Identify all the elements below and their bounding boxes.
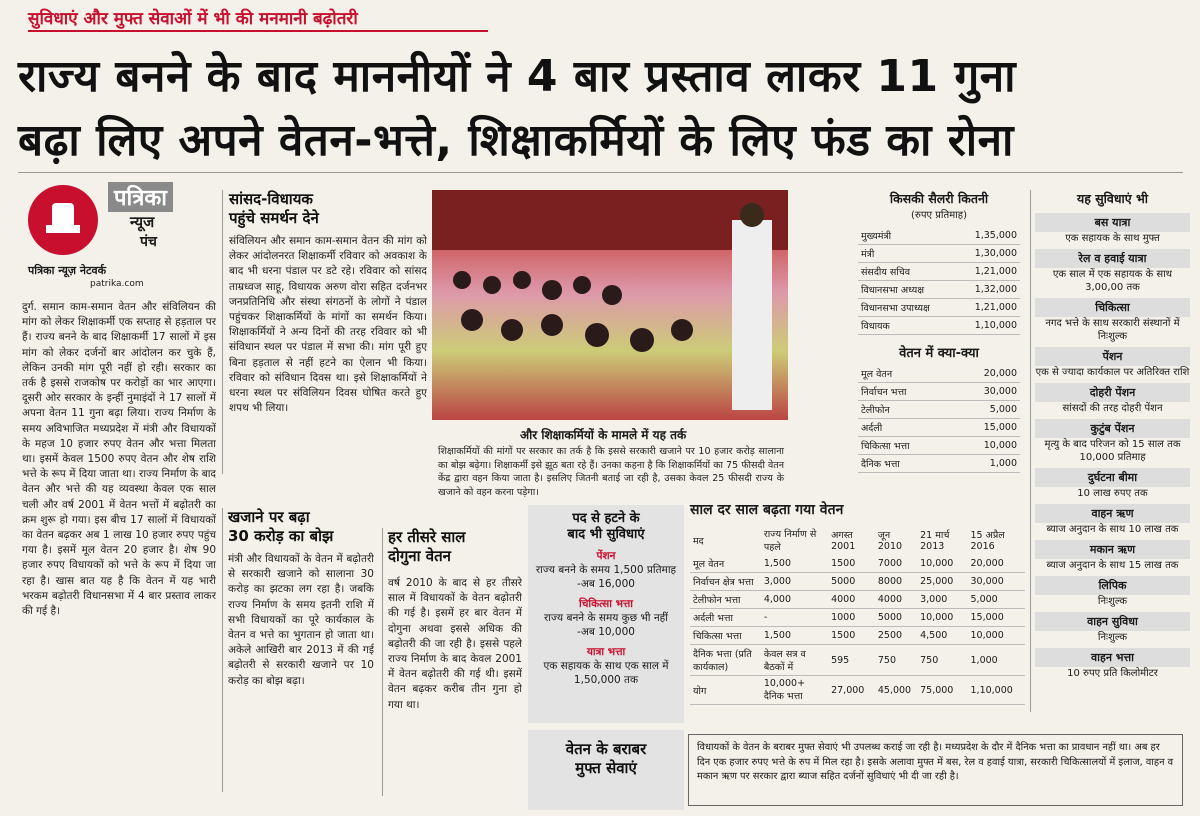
salary-block	[858, 190, 1020, 473]
free-title2: मुफ्त सेवाएं	[575, 759, 637, 777]
table-header	[690, 525, 1025, 555]
headline-line2: बढ़ा लिए अपने वेतन-भत्ते, शिक्षाकर्मियों के लिए फंड का रोना	[18, 115, 1014, 166]
table-cell: 27,000	[828, 676, 875, 705]
facility-title: वाहन सुविधा	[1035, 612, 1190, 631]
logo-tag2: पंच	[140, 234, 157, 250]
table-row	[858, 263, 1020, 281]
table-cell: 1,21,000	[956, 299, 1020, 317]
logo-tag1: न्यूज	[130, 213, 155, 231]
table-cell: 1,10,000	[968, 676, 1026, 705]
table-row	[858, 437, 1020, 455]
facility-title: चिकित्सा	[1035, 298, 1190, 317]
breakup-table	[858, 365, 1020, 473]
table-cell: 5000	[828, 573, 875, 591]
table-cell: मूल वेतन	[690, 555, 761, 573]
table-cell: 595	[828, 645, 875, 676]
table-row	[858, 365, 1020, 383]
after-item-detail: राज्य बनने के समय 1,500 प्रतिमाह -अब 16,000	[535, 564, 677, 590]
facility-detail: एक साल में एक सहायक के साथ 3,00,00 तक	[1052, 269, 1173, 293]
table-cell: 4,000	[761, 591, 828, 609]
yearly-block	[690, 500, 1025, 705]
table-cell: अर्दली	[858, 419, 952, 437]
table-cell: 5,000	[952, 401, 1020, 419]
treasury-block	[222, 508, 374, 792]
table-cell: केवल सत्र व बैठकों में	[761, 645, 828, 676]
crowd-image	[432, 190, 788, 420]
table-cell: विधानसभा उपाध्यक्ष	[858, 299, 956, 317]
table-cell: 25,000	[917, 573, 967, 591]
after-office-block	[528, 505, 684, 723]
table-row	[690, 676, 1025, 705]
table-cell: 75,000	[917, 676, 967, 705]
protest-photo	[432, 190, 788, 420]
facilities-title: यह सुविधाएं भी	[1076, 191, 1149, 206]
table-row	[858, 245, 1020, 263]
logo-name: पत्रिका	[108, 182, 173, 212]
table-cell: 1,35,000	[956, 227, 1020, 245]
table-cell: 1500	[828, 555, 875, 573]
facility-title: कुटुंब पेंशन	[1035, 419, 1190, 438]
table-cell: 5000	[875, 609, 917, 627]
table-row	[858, 401, 1020, 419]
table-cell: विधानसभा अध्यक्ष	[858, 281, 956, 299]
table-row	[858, 383, 1020, 401]
table-cell: निर्वाचन भत्ता	[858, 383, 952, 401]
table-cell: निर्वाचन क्षेत्र भत्ता	[690, 573, 761, 591]
patrika-logo	[28, 185, 98, 255]
header-divider	[18, 172, 1183, 173]
table-cell: 8000	[875, 573, 917, 591]
facility-title: वाहन ऋण	[1035, 504, 1190, 523]
table-row	[858, 281, 1020, 299]
table-cell: टेलीफोन	[858, 401, 952, 419]
table-cell: 15,000	[968, 609, 1026, 627]
table-cell: 10,000	[917, 555, 967, 573]
after-item-title: चिकित्सा भत्ता	[578, 598, 633, 610]
table-cell: 1500	[828, 627, 875, 645]
facility-detail: एक सहायक के साथ मुफ्त	[1065, 233, 1160, 244]
table-cell: 5,000	[968, 591, 1026, 609]
table-cell: 20,000	[968, 555, 1026, 573]
fist-icon	[28, 185, 98, 255]
main-story: दुर्ग. समान काम-समान वेतन और संविलियन की मांग को लेकर शिक्षाकर्मी एक सप्ताह से हड़ताल पर हैं। राज्य बनने के बाद शिक्षाकर्मी 17 सालों में इस मांग को लेकर दर्जनों बार आंदोलन कर चुके हैं, लेकिन उनकी मांग पूरी नहीं हो रही। सरकार का तर्क है इससे राजकोष पर करोड़ों का भार आएगा। दूसरी ओर सरकार के इन्हीं नुमाइंदों ने 17 सालों में अपना वेतन 11 गुना बढ़ा लिया। राज्य निर्माण के समय अविभाजित मध्यप्रदेश में मंत्री और विधायकों के महज 10 हजार रुपए वेतन और भत्ता मिलता था। इसमें केवल 1500 रुपए वेतन और शेष राशि भत्ते के रूप में दिया जाता था। राज्य निर्माण के बाद वेतन और भत्ते की यह व्यवस्था केवल एक साल चली और वर्ष 2001 में वेतन भत्तों में बढ़ोतरी का क्रम शुरू हो गया। इस बीच 17 सालों में विधायकों का वेतन बढ़कर अब 1 लाख 10 हजार रुपए पहुंच गया है। इसमें मूल वेतन 20 हजार है। शेष 90 हजार रुपए विधायकों को भत्ते के रूप में दिया जा रहा है। खास बात यह है कि वेतन में यह भारी भरकम बढ़ोतरी विधानसभा में 4 बार प्रस्ताव लाकर की गई है।	[22, 301, 216, 618]
table-cell: 1,500	[761, 555, 828, 573]
photo-caption: और शिक्षाकर्मियों के मामले में यह तर्क	[520, 428, 687, 442]
facilities-block	[1030, 190, 1190, 712]
salary-title: किसकी सैलरी कितनी	[889, 191, 989, 206]
table-cell: 1,10,000	[956, 317, 1020, 335]
argument-text: शिक्षाकर्मियों की मांगों पर सरकार का तर्क है कि इससे सरकारी खजाने पर 10 हजार करोड़ सालाना का बोझ बढ़ेगा। शिक्षाकर्मी इसे झूठ बता रहे हैं। उनका कहना है कि शिक्षाकर्मियों का 75 फीसदी वेतन केंद्र द्वारा वहन किया जाता है। इसलिए जितनी बताई जा रही है, उसका केवल 25 फीसदी राज्य के खजाने को वहन करना पड़ेगा।	[438, 446, 784, 498]
table-cell: 20,000	[952, 365, 1020, 383]
table-cell: दैनिक भत्ता (प्रति कार्यकाल)	[690, 645, 761, 676]
facility-detail: मृत्यु के बाद परिजन को 15 साल तक 10,000 प्रतिमाह	[1044, 439, 1181, 463]
table-cell: 1,000	[968, 645, 1026, 676]
mp-support-block	[222, 190, 427, 474]
table-header-cell: अगस्त 2001	[831, 530, 856, 552]
table-row	[690, 627, 1025, 645]
table-cell: 3,000	[917, 591, 967, 609]
kicker-underline	[28, 30, 488, 32]
treasury-title1: खजाने पर बढ़ा	[228, 508, 310, 526]
table-cell: 1000	[828, 609, 875, 627]
facility-detail: ब्याज अनुदान के साथ 15 लाख तक	[1046, 560, 1179, 571]
facility-detail: एक से ज्यादा कार्यकाल पर अतिरिक्त राशि	[1035, 367, 1190, 378]
table-row	[858, 227, 1020, 245]
table-cell: मुख्यमंत्री	[858, 227, 956, 245]
table-header-cell: राज्य निर्माण से पहले	[763, 529, 817, 553]
table-row	[858, 299, 1020, 317]
mp-title1: सांसद-विधायक	[229, 190, 313, 208]
table-cell: योग	[690, 676, 761, 705]
facility-detail: ब्याज अनुदान के साथ 10 लाख तक	[1046, 524, 1179, 535]
table-cell: 2500	[875, 627, 917, 645]
table-cell: 45,000	[875, 676, 917, 705]
table-cell: 1,000	[952, 455, 1020, 473]
table-row	[858, 317, 1020, 335]
table-cell: 10,000	[917, 609, 967, 627]
table-cell: 750	[917, 645, 967, 676]
facility-title: लिपिक	[1035, 576, 1190, 595]
third-title1: हर तीसरे साल	[388, 528, 466, 546]
facility-title: रेल व हवाई यात्रा	[1035, 249, 1190, 268]
facility-detail: 10 लाख रुपए तक	[1077, 488, 1148, 499]
table-cell: 1,21,000	[956, 263, 1020, 281]
table-cell: मंत्री	[858, 245, 956, 263]
after-title2: बाद भी सुविधाएं	[567, 527, 645, 542]
third-year-block	[382, 528, 522, 796]
table-cell: विधायक	[858, 317, 956, 335]
after-item-detail: राज्य बनने के समय कुछ भी नहीं -अब 10,000	[544, 612, 668, 638]
after-item-detail: एक सहायक के साथ एक साल में 1,50,000 तक	[543, 660, 669, 686]
table-header-cell: मद	[693, 535, 704, 547]
table-row	[858, 455, 1020, 473]
table-cell: चिकित्सा भत्ता	[858, 437, 952, 455]
after-item-title: यात्रा भत्ता	[586, 646, 626, 658]
byline: पत्रिका न्यूज़ नेटवर्क	[28, 264, 107, 277]
table-cell: 3,000	[761, 573, 828, 591]
kicker: सुविधाएं और मुफ्त सेवाओं में भी की मनमानी बढ़ोतरी	[28, 9, 358, 29]
facility-title: मकान ऋण	[1035, 540, 1190, 559]
treasury-title2: 30 करोड़ का बोझ	[228, 527, 334, 545]
table-cell: 750	[875, 645, 917, 676]
facility-title: दुर्घटना बीमा	[1035, 468, 1190, 487]
byline-site: patrika.com	[90, 279, 144, 289]
headline-line1: राज्य बनने के बाद माननीयों ने 4 बार प्रस्ताव लाकर 11 गुना	[18, 51, 1017, 102]
facility-detail: 10 रुपए प्रति किलोमीटर	[1067, 668, 1158, 679]
facility-title: पेंशन	[1035, 347, 1190, 366]
table-cell: मूल वेतन	[858, 365, 952, 383]
facility-title: बस यात्रा	[1035, 213, 1190, 232]
table-cell: दैनिक भत्ता	[858, 455, 952, 473]
table-cell: 1,500	[761, 627, 828, 645]
breakup-title: वेतन में क्या-क्या	[899, 346, 979, 361]
table-cell: 10,000	[968, 627, 1026, 645]
table-cell: 15,000	[952, 419, 1020, 437]
table-cell: 7000	[875, 555, 917, 573]
table-row	[858, 419, 1020, 437]
table-cell: 10,000+ दैनिक भत्ता	[761, 676, 828, 705]
yearly-table	[690, 525, 1025, 705]
table-cell: 10,000	[952, 437, 1020, 455]
yearly-title: साल दर साल बढ़ता गया वेतन	[690, 502, 844, 518]
table-row	[690, 573, 1025, 591]
salary-table	[858, 227, 1020, 335]
facility-detail: सांसदों की तरह दोहरी पेंशन	[1062, 403, 1163, 414]
facility-detail: नगद भत्ते के साथ सरकारी संस्थानों में निःशुल्क	[1045, 318, 1180, 342]
table-cell: 4000	[828, 591, 875, 609]
salary-unit: (रुपए प्रतिमाह)	[910, 210, 968, 221]
table-cell: 30,000	[952, 383, 1020, 401]
free-services-title-box	[528, 730, 684, 810]
table-cell: टेलीफोन भत्ता	[690, 591, 761, 609]
facility-detail: निःशुल्क	[1097, 596, 1128, 607]
facility-detail: निःशुल्क	[1097, 632, 1128, 643]
third-title2: दोगुना वेतन	[388, 547, 451, 565]
table-cell: 1,30,000	[956, 245, 1020, 263]
free-services-text: विधायकों के वेतन के बराबर मुफ्त सेवाएं भी उपलब्ध कराई जा रही है। मध्यप्रदेश के दौर में दैनिक भत्ता का प्रावधान नहीं था। अब हर दिन एक हजार रुपए भत्ते के रुप में मिल रहा है। इसके अलावा मुफ्त में बस, रेल व हवाई यात्रा, सरकारी चिकित्सालयों में इलाज, वाहन व मकान ऋण पर सरकार द्वारा ब्याज सहित दर्जनों सुविधाएं भी दी जा रही है।	[688, 734, 1183, 806]
table-cell: 4000	[875, 591, 917, 609]
after-title1: पद से हटने के	[572, 511, 640, 526]
table-header-cell: 21 मार्च 2013	[920, 530, 950, 552]
facility-title: दोहरी पेंशन	[1035, 383, 1190, 402]
table-row	[690, 555, 1025, 573]
facility-title: वाहन भत्ता	[1035, 648, 1190, 667]
third-text: वर्ष 2010 के बाद से हर तीसरे साल में विधायकों के वेतन बढ़ोतरी की गई है। इसमें हर बार वेतन में दोगुना अथवा इससे अधिक की बढ़ोतरी की जा रही है। इससे पहले राज्य निर्माण के बाद केवल 2001 में वेतन बढ़ोतरी की गई थी। इसमें वेतन बढ़कर करीब तीन गुना हो गया था।	[388, 577, 522, 711]
table-cell: संसदीय सचिव	[858, 263, 956, 281]
table-cell: 30,000	[968, 573, 1026, 591]
table-cell: अर्दली भत्ता	[690, 609, 761, 627]
after-item-title: पेंशन	[596, 550, 616, 562]
treasury-text: मंत्री और विधायकों के वेतन में बढ़ोतरी से सरकारी खजाने को सालाना 30 करोड़ का झटका लग रहा है। जबकि राज्य निर्माण के समय इतनी राशि में सभी विधायकों का पूरे कार्यकाल के वेतन व भत्ते का भुगतान हो जाता था। अकेले आखिरी बार 2013 में की गई बढ़ोतरी से सरकारी खजाने पर 10 करोड़ का बोझ बढ़ा।	[228, 553, 374, 687]
table-cell: चिकित्सा भत्ता	[690, 627, 761, 645]
table-cell: 1,32,000	[956, 281, 1020, 299]
table-header-cell: 15 अप्रैल 2016	[970, 530, 1005, 552]
table-header-cell: जून 2010	[877, 530, 903, 552]
table-row	[690, 645, 1025, 676]
free-title1: वेतन के बराबर	[565, 740, 647, 758]
mp-text: संविलियन और समान काम-समान वेतन की मांग को लेकर आंदोलनरत शिक्षाकर्मी रविवार को अवकाश के बाद भी धरना पंडाल पर डटे रहे। रविवार को सांसद ताम्रध्वज साहू, विधायक अरुण वोरा सहित दर्जनभर जनप्रतिनिधि और संस्था संगठनों के लोगों ने पंडाल पहुंचकर शिक्षाकर्मियों के मांगों का समर्थन किया। शिक्षाकर्मियों ने अन्य दिनों की तरह रविवार को भी संविधान स्थल पर पंडाल में सभा की। मांग पूरी हुए बिना हड़ताल से नहीं हटने का ऐलान भी किया। रविवार को संविधान दिवस था। इसे शिक्षाकर्मियों ने धरना स्थल पर संविलियन दिवस घोषित करते हुए शपथ भी लिया।	[229, 235, 427, 415]
table-row	[690, 591, 1025, 609]
table-cell: 4,500	[917, 627, 967, 645]
mp-title2: पहुंचे समर्थन देने	[229, 209, 319, 227]
table-cell: -	[761, 609, 828, 627]
table-row	[690, 609, 1025, 627]
